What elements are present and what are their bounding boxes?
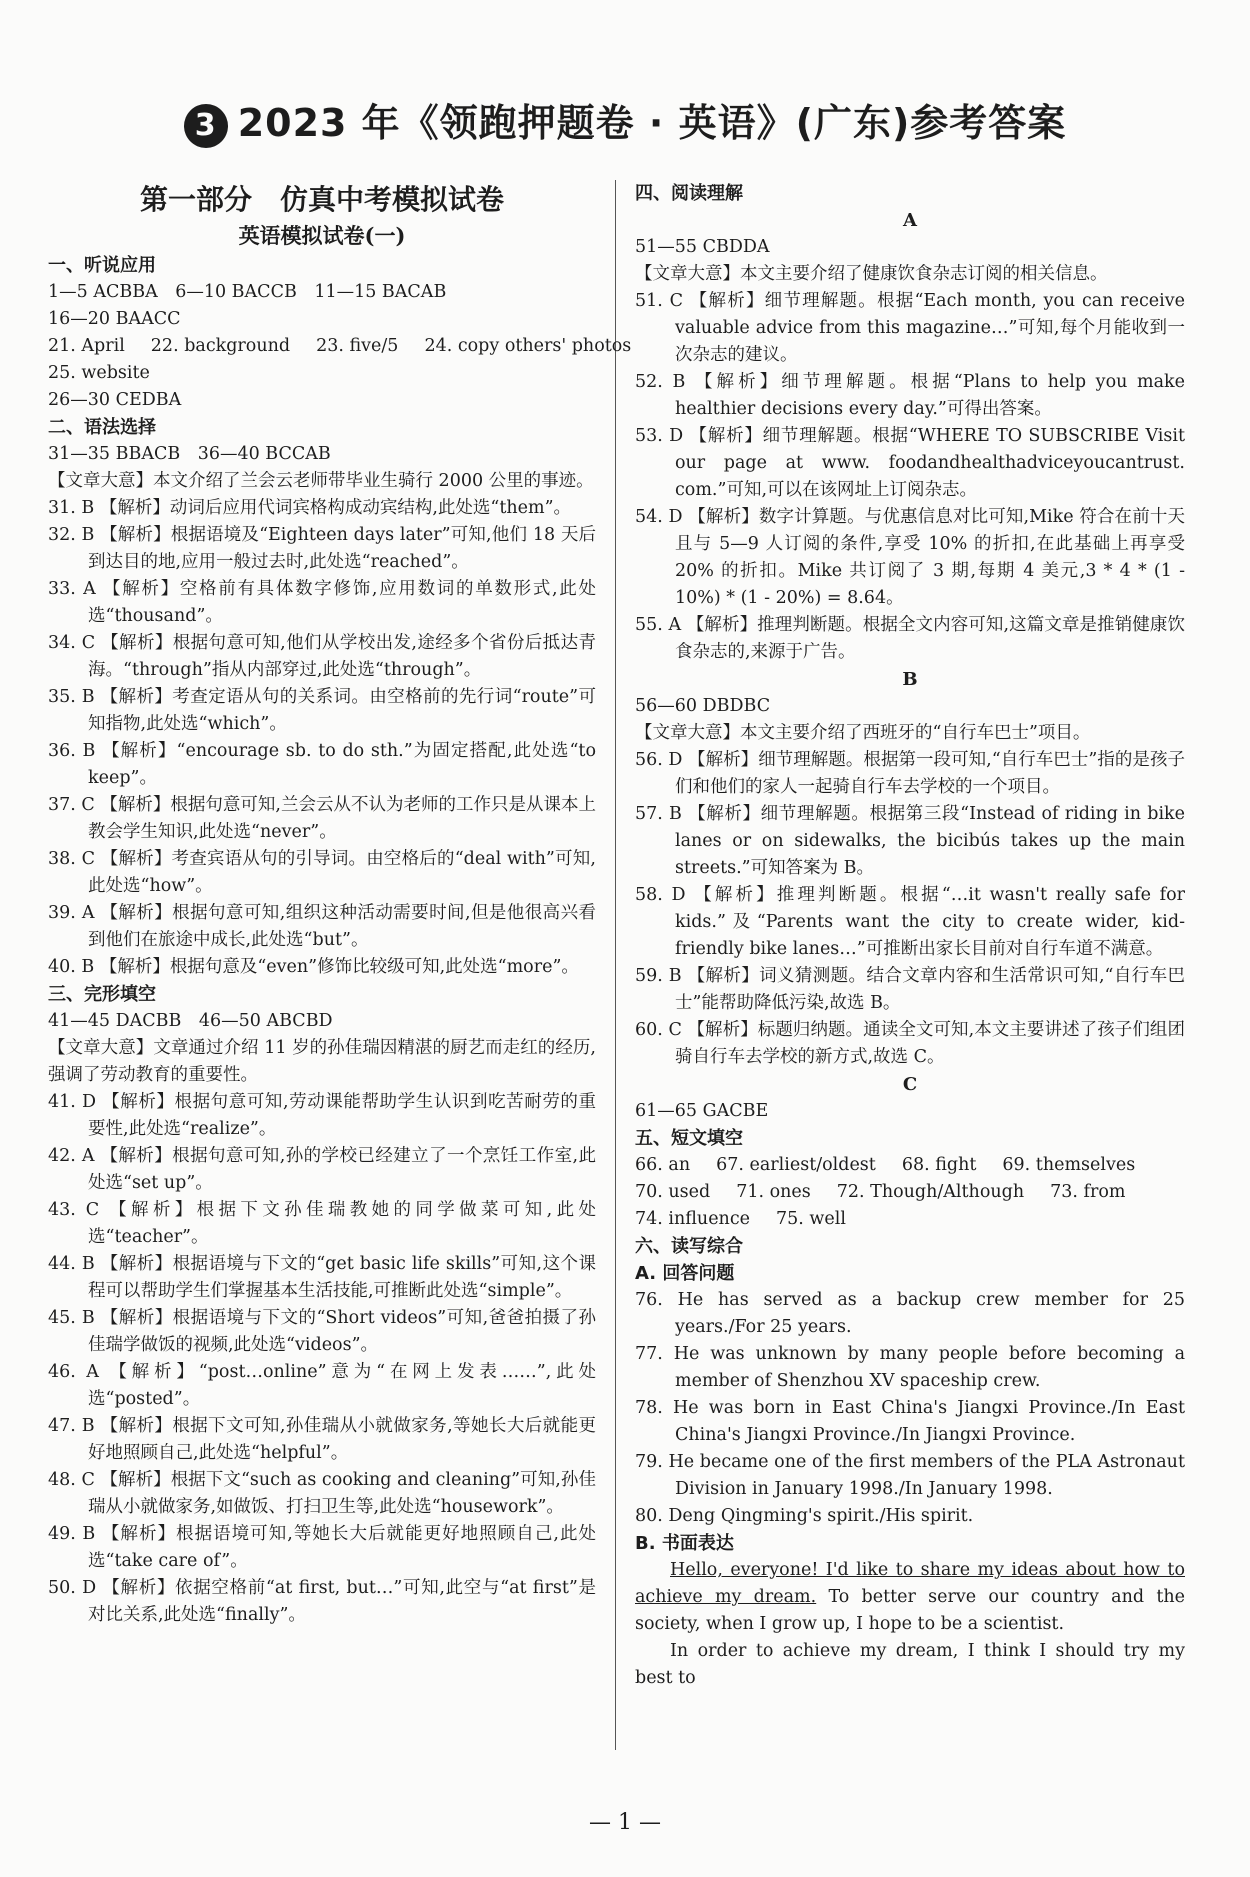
- passage-letter: A: [903, 210, 917, 231]
- answer-item: 78. He was born in East China's Jiangxi Province./In East China's Jiangxi Province./In Jiangxi Province.: [635, 1398, 1185, 1445]
- answer-item: 80. Deng Qingming's spirit./His spirit.: [635, 1506, 974, 1526]
- passage-letter: B: [902, 669, 918, 690]
- page-number: — 1 —: [589, 1810, 661, 1835]
- answer: 24. copy others' photos: [424, 336, 632, 356]
- explanation-item: 33. A 【解析】空格前有具体数字修饰,应用数词的单数形式,此处选“thousand”。: [48, 579, 596, 626]
- section-heading-fill-in: 五、短文填空: [635, 1128, 743, 1149]
- explanation-item: 31. B 【解析】动词后应用代词宾格构成动宾结构,此处选“them”。: [48, 498, 572, 518]
- answer: 23. five/5: [316, 336, 399, 356]
- answer-line: 26—30 CEDBA: [48, 390, 182, 410]
- answer: 74. influence: [635, 1209, 750, 1229]
- answer-line: [635, 1206, 1185, 1233]
- answer: 66. an: [635, 1155, 691, 1175]
- answer-line: 41—45 DACBB 46—50 ABCBD: [48, 1011, 333, 1031]
- answer-line: [635, 1152, 1185, 1179]
- answer: 72. Though/Although: [836, 1182, 1025, 1202]
- passage-letter: C: [902, 1074, 918, 1095]
- answer-line: [48, 333, 632, 360]
- explanation-item: 47. B 【解析】根据下文可知,孙佳瑞从小就做家务,等她长大后就能更好地照顾自己,此处选“helpful”。: [48, 1416, 596, 1463]
- explanation-item: 59. B 【解析】词义猜测题。结合文章内容和生活常识可知,“自行车巴士”能帮助降低污染,故选 B。: [635, 966, 1185, 1013]
- answer-line: 16—20 BAACC: [48, 309, 181, 329]
- number-badge: 3: [184, 104, 228, 148]
- article-summary: 【文章大意】本文主要介绍了西班牙的“自行车巴士”项目。: [635, 723, 1091, 743]
- article-summary: 【文章大意】本文主要介绍了健康饮食杂志订阅的相关信息。: [635, 264, 1108, 284]
- section-heading-grammar: 二、语法选择: [48, 417, 156, 438]
- explanation-item: 51. C 【解析】细节理解题。根据“Each month, you can receive valuable advice from this magazine…”可知,每个月能收到一次杂志的建议。: [635, 291, 1185, 365]
- answer-line: 56—60 DBDBC: [635, 696, 771, 716]
- page-title: [0, 92, 1250, 148]
- essay-text: To better serve our country and the society, when I grow up, I hope to be a scientist.: [635, 1587, 1185, 1634]
- answer: 75. well: [776, 1209, 846, 1229]
- explanation-item: 36. B 【解析】“encourage sb. to do sth.”为固定搭配,此处选“to keep”。: [48, 741, 596, 788]
- article-summary: 【文章大意】文章通过介绍 11 岁的孙佳瑞因精湛的厨艺而走红的经历,强调了劳动教育的重要性。: [48, 1038, 596, 1085]
- section-heading-writing: 六、读写综合: [635, 1236, 743, 1257]
- explanation-item: 41. D 【解析】根据句意可知,劳动课能帮助学生认识到吃苦耐劳的重要性,此处选“realize”。: [48, 1092, 596, 1139]
- answer: 22. background: [150, 336, 291, 356]
- explanation-item: 32. B 【解析】根据语境及“Eighteen days later”可知,他们 18 天后到达目的地,应用一般过去时,此处选“reached”。: [48, 525, 596, 572]
- explanation-item: 42. A 【解析】根据句意可知,孙的学校已经建立了一个烹饪工作室,此处选“set up”。: [48, 1146, 596, 1193]
- explanation-item: 45. B 【解析】根据语境与下文的“Short videos”可知,爸爸拍摄了孙佳瑞学做饭的视频,此处选“videos”。: [48, 1308, 596, 1355]
- explanation-item: 46. A 【解析】“post…online”意为“在网上发表……”,此处选“posted”。: [48, 1362, 596, 1409]
- left-column: [48, 180, 632, 1629]
- explanation-item: 34. C 【解析】根据句意可知,他们从学校出发,途经多个省份后抵达青海。“through”指从内部穿过,此处选“through”。: [48, 633, 596, 680]
- answer: 68. fight: [901, 1155, 977, 1175]
- essay-paragraph: In order to achieve my dream, I think I should try my best to: [635, 1641, 1185, 1688]
- answer: 67. earliest/oldest: [716, 1155, 876, 1175]
- answer-line: 61—65 GACBE: [635, 1101, 769, 1121]
- explanation-item: 57. B 【解析】细节理解题。根据第三段“Instead of riding in bike lanes or on sidewalks, the bicibús takes up the main streets.”可知答案为 B。: [635, 804, 1185, 878]
- section-heading-cloze: 三、完形填空: [48, 984, 156, 1005]
- explanation-item: 50. D 【解析】依据空格前“at first, but…”可知,此空与“at first”是对比关系,此处选“finally”。: [48, 1578, 596, 1625]
- right-column: [635, 180, 1185, 1692]
- answer: 21. April: [48, 336, 125, 356]
- answer-line: 25. website: [48, 363, 150, 383]
- answer: 71. ones: [736, 1182, 811, 1202]
- answer-line: 1—5 ACBBA 6—10 BACCB 11—15 BACAB: [48, 282, 447, 302]
- answer-line: [635, 1179, 1185, 1206]
- answer-line: 31—35 BBACB 36—40 BCCAB: [48, 444, 331, 464]
- exam-title: 英语模拟试卷(一): [238, 223, 406, 248]
- explanation-item: 52. B 【解析】细节理解题。根据“Plans to help you make healthier decisions every day.”可得出答案。: [635, 372, 1185, 419]
- answer: 69. themselves: [1002, 1155, 1136, 1175]
- explanation-item: 56. D 【解析】细节理解题。根据第一段可知,“自行车巴士”指的是孩子们和他们的家人一起骑自行车去学校的一个项目。: [635, 750, 1185, 797]
- answer: 73. from: [1050, 1182, 1126, 1202]
- section-heading-reading: 四、阅读理解: [635, 183, 743, 204]
- explanation-item: 53. D 【解析】细节理解题。根据“WHERE TO SUBSCRIBE Visit our page at www. foodandhealthadviceyoucantrust. com.”可知,可以在该网址上订阅杂志。: [635, 426, 1185, 500]
- explanation-item: 38. C 【解析】考查宾语从句的引导词。由空格后的“deal with”可知,此处选“how”。: [48, 849, 596, 896]
- essay-paragraph: [635, 1557, 1185, 1638]
- section-heading-listening: 一、听说应用: [48, 255, 156, 276]
- essay-underlined-text: Hello, everyone! I'd like to share my ideas about how to achieve my dream.: [635, 1560, 1185, 1607]
- answer-item: 76. He has served as a backup crew member for 25 years./For 25 years.: [635, 1290, 1185, 1337]
- column-divider: [615, 180, 616, 1750]
- answer-line: 51—55 CBDDA: [635, 237, 770, 257]
- explanation-item: 35. B 【解析】考查定语从句的关系词。由空格前的先行词“route”可知指物,此处选“which”。: [48, 687, 596, 734]
- explanation-item: 55. A 【解析】推理判断题。根据全文内容可知,这篇文章是推销健康饮食杂志的,来源于广告。: [635, 615, 1185, 662]
- explanation-item: 40. B 【解析】根据句意及“even”修饰比较级可知,此处选“more”。: [48, 957, 579, 977]
- title-text: 2023 年《领跑押题卷 · 英语》(广东)参考答案: [237, 101, 1067, 145]
- explanation-item: 37. C 【解析】根据句意可知,兰会云从不认为老师的工作只是从课本上教会学生知识,此处选“never”。: [48, 795, 596, 842]
- explanation-item: 39. A 【解析】根据句意可知,组织这种活动需要时间,但是他很高兴看到他们在旅途中成长,此处选“but”。: [48, 903, 596, 950]
- article-summary: 【文章大意】本文介绍了兰会云老师带毕业生骑行 2000 公里的事迹。: [48, 471, 594, 491]
- explanation-item: 49. B 【解析】根据语境可知,等她长大后就能更好地照顾自己,此处选“take care of”。: [48, 1524, 596, 1571]
- explanation-item: 43. C 【解析】根据下文孙佳瑞教她的同学做菜可知,此处选“teacher”。: [48, 1200, 596, 1247]
- answer-item: 79. He became one of the first members of the PLA Astronaut Division in January 1998./In January 1998.: [635, 1452, 1185, 1499]
- part-title: 第一部分 仿真中考模拟试卷: [139, 183, 504, 216]
- explanation-item: 58. D 【解析】推理判断题。根据“…it wasn't really safe for kids.”及“Parents want the city to create wider, kid-friendly bike lanes…”可推断出家长目前对自行车道不满意。: [635, 885, 1185, 959]
- subsection-heading: B. 书面表达: [635, 1533, 734, 1554]
- explanation-item: 54. D 【解析】数字计算题。与优惠信息对比可知,Mike 符合在前十天且与 5—9 人订阅的条件,享受 10% 的折扣,在此基础上再享受 20% 的折扣。Mike 共订阅了 3 期,每期 4 美元,3 * 4 * (1 - 10%) * (1 - 20%) = 8.64。: [635, 507, 1185, 608]
- subsection-heading: A. 回答问题: [635, 1263, 735, 1284]
- explanation-item: 44. B 【解析】根据语境与下文的“get basic life skills”可知,这个课程可以帮助学生们掌握基本生活技能,可推断此处选“simple”。: [48, 1254, 596, 1301]
- answer-item: 77. He was unknown by many people before becoming a member of Shenzhou XV spaceship crew.: [635, 1344, 1185, 1391]
- answer: 70. used: [635, 1182, 711, 1202]
- explanation-item: 48. C 【解析】根据下文“such as cooking and cleaning”可知,孙佳瑞从小就做家务,如做饭、打扫卫生等,此处选“housework”。: [48, 1470, 596, 1517]
- explanation-item: 60. C 【解析】标题归纳题。通读全文可知,本文主要讲述了孩子们组团骑自行车去学校的新方式,故选 C。: [635, 1020, 1185, 1067]
